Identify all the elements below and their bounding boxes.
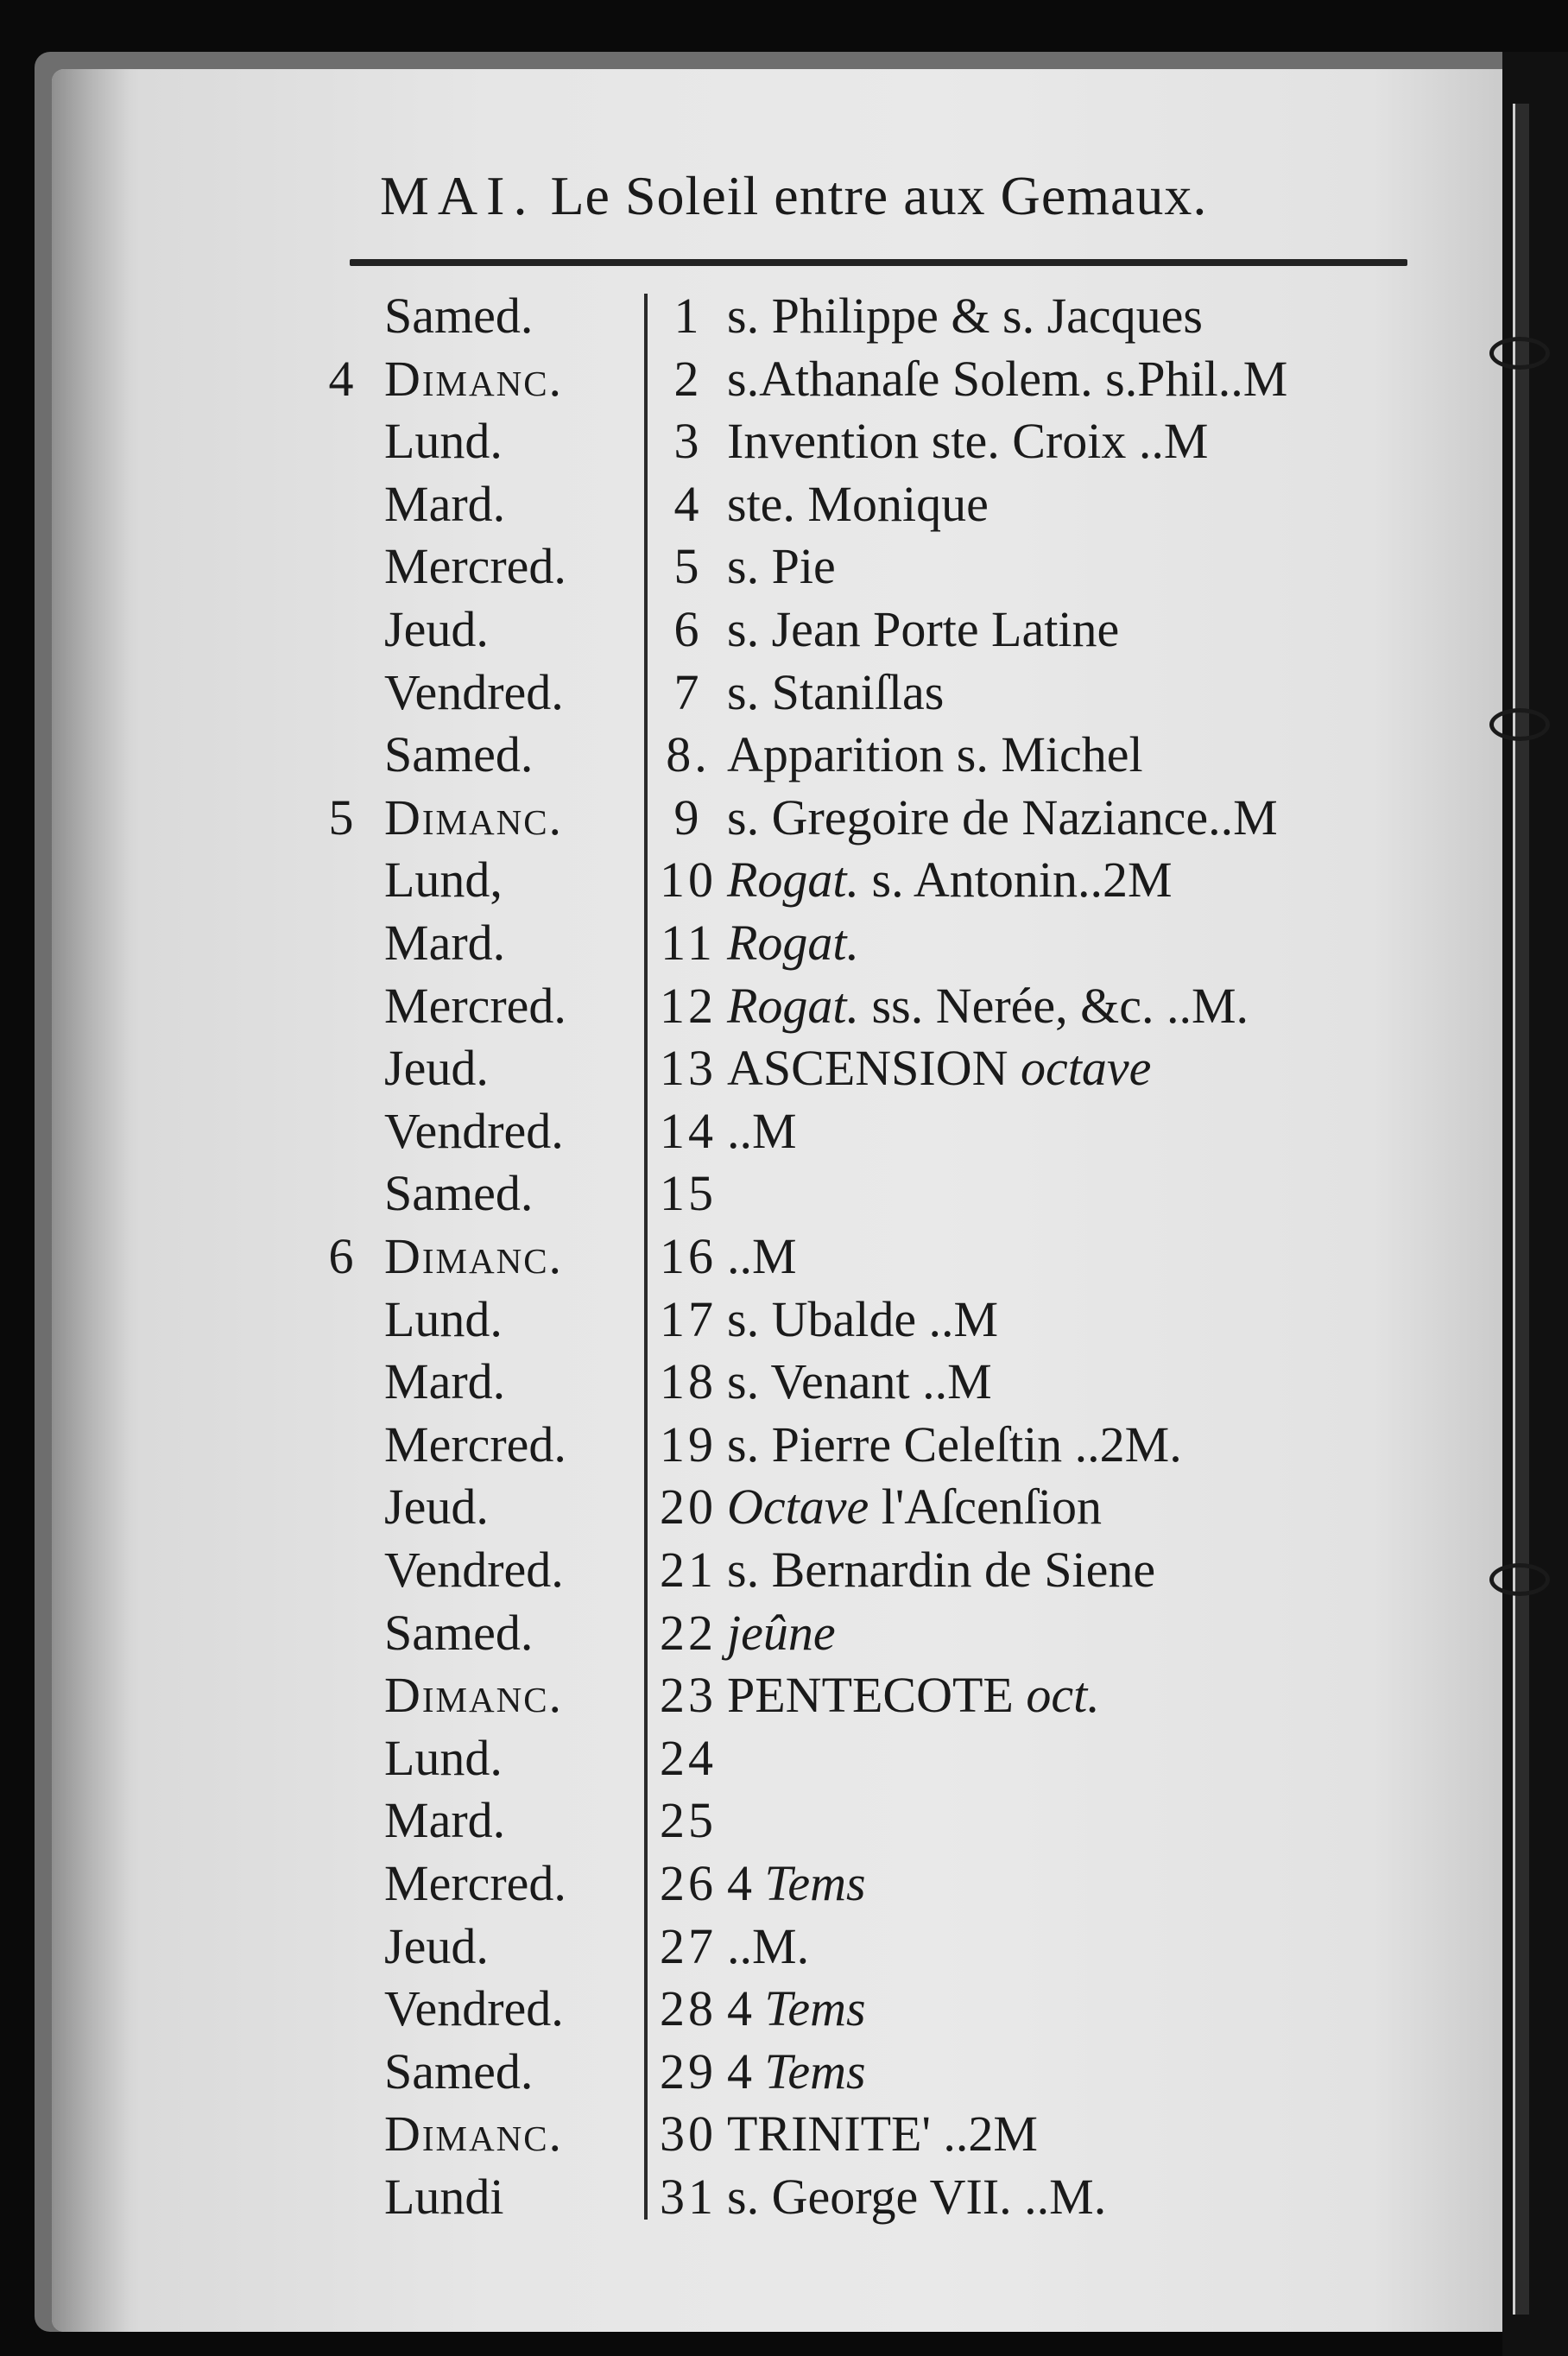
calendar-row xyxy=(0,1100,1568,1162)
date-number: 16 xyxy=(660,1228,717,1284)
feast-text: s. Pierre Celeſtin ..2M. xyxy=(727,1416,1182,1472)
date-number: 4 xyxy=(673,475,703,532)
calendar-row xyxy=(0,535,1568,598)
calendar-row xyxy=(0,849,1568,911)
feast-entry xyxy=(727,975,1418,1037)
feast-entry xyxy=(727,2041,1418,2103)
feast-entry xyxy=(727,1414,1418,1476)
week-number: 5 xyxy=(328,788,354,846)
calendar-row xyxy=(0,2103,1568,2165)
feast-entry xyxy=(727,473,1418,535)
feast-entry xyxy=(727,1916,1418,1978)
header-subtitle: Le Soleil entre aux Gemaux. xyxy=(550,165,1208,226)
feast-entry xyxy=(727,2103,1418,2165)
date-number: 18 xyxy=(660,1353,717,1410)
date-number: 21 xyxy=(660,1542,717,1598)
calendar-row xyxy=(0,2166,1568,2228)
calendar-row xyxy=(0,724,1568,786)
feast-text: s. Staniſlas xyxy=(727,663,945,720)
week-number: 4 xyxy=(328,350,354,407)
feast-italic-suffix: octave xyxy=(1021,1040,1152,1097)
date-number: 29 xyxy=(660,2042,717,2100)
calendar-row xyxy=(0,348,1568,410)
feast-text: 4 xyxy=(727,1980,752,2037)
feast-entry xyxy=(727,1664,1418,1726)
header-rule xyxy=(350,259,1407,266)
date-number: 20 xyxy=(660,1479,717,1536)
feast-text: s. Pie xyxy=(727,538,836,595)
weekday-label: Jeud. xyxy=(384,601,489,657)
calendar-row xyxy=(0,410,1568,472)
calendar-row xyxy=(0,1351,1568,1413)
weekday-label: Lund, xyxy=(384,852,503,909)
feast-text: ..M. xyxy=(727,1917,810,1974)
calendar-row xyxy=(0,1916,1568,1978)
feast-entry xyxy=(727,598,1418,661)
calendar-row xyxy=(0,787,1568,849)
feast-entry xyxy=(727,1476,1418,1538)
weekday-label: Mercred. xyxy=(384,538,566,595)
weekday-label: Mercred. xyxy=(384,1855,566,1911)
calendar-row xyxy=(0,1539,1568,1601)
calendar-row xyxy=(0,912,1568,974)
weekday-label: Dimanc. xyxy=(384,788,564,846)
date-number: 15 xyxy=(660,1165,717,1222)
weekday-label: Lundi xyxy=(384,2169,504,2225)
week-number: 6 xyxy=(328,1228,354,1284)
date-number: 7 xyxy=(673,663,703,720)
date-number: 31 xyxy=(660,2169,717,2225)
feast-italic-suffix: Tems xyxy=(764,2042,866,2100)
date-number: 23 xyxy=(660,1667,717,1724)
feast-text: 4 xyxy=(727,2042,752,2100)
feast-text: l'Aſcenſion xyxy=(881,1479,1103,1536)
feast-entry xyxy=(727,285,1418,347)
calendar-row xyxy=(0,1414,1568,1476)
feast-entry xyxy=(727,1100,1418,1162)
weekday-label: Lund. xyxy=(384,413,503,470)
date-number: 27 xyxy=(660,1917,717,1974)
calendar-row xyxy=(0,975,1568,1037)
feast-italic-text: Rogat. xyxy=(727,852,860,909)
weekday-label: Samed. xyxy=(384,1165,534,1222)
feast-entry xyxy=(727,1351,1418,1413)
feast-italic-suffix: Tems xyxy=(764,1980,866,2037)
feast-italic-suffix: Tems xyxy=(764,1855,866,1911)
feast-text: s. Bernardin de Siene xyxy=(727,1542,1156,1598)
feast-entry xyxy=(727,1852,1418,1915)
calendar-row xyxy=(0,1727,1568,1789)
feast-text: ASCENSION xyxy=(727,1040,1008,1097)
date-number: 26 xyxy=(660,1855,717,1911)
weekday-label: Vendred. xyxy=(384,1102,564,1159)
date-number: 5 xyxy=(673,538,703,595)
calendar-row xyxy=(0,1289,1568,1351)
calendar-row xyxy=(0,1852,1568,1915)
feast-entry xyxy=(727,1289,1418,1351)
feast-entry xyxy=(727,662,1418,724)
weekday-label: Mard. xyxy=(384,1353,506,1410)
calendar-row xyxy=(0,1789,1568,1852)
calendar-row xyxy=(0,1664,1568,1726)
feast-text: s. Gregoire de Naziance..M xyxy=(727,788,1278,846)
feast-text: s. Jean Porte Latine xyxy=(727,601,1120,657)
feast-text: s. Philippe & s. Jacques xyxy=(727,288,1203,344)
feast-italic-text: jeûne xyxy=(727,1604,836,1661)
feast-entry xyxy=(727,1226,1418,1288)
calendar-row xyxy=(0,1476,1568,1538)
page-header xyxy=(380,164,1390,242)
feast-text: ..M xyxy=(727,1102,797,1159)
weekday-label: Mercred. xyxy=(384,977,566,1034)
feast-italic-text: Octave xyxy=(727,1479,869,1536)
weekday-label: Samed. xyxy=(384,288,534,344)
date-number: 17 xyxy=(660,1290,717,1347)
calendar-row xyxy=(0,2041,1568,2103)
date-number: 10 xyxy=(660,852,717,909)
feast-text: s. Antonin..2M xyxy=(871,852,1173,909)
weekday-label: Mard. xyxy=(384,475,506,532)
date-number: 3 xyxy=(673,413,703,470)
date-number: 30 xyxy=(660,2106,717,2163)
feast-entry xyxy=(727,912,1418,974)
calendar-row xyxy=(0,1226,1568,1288)
date-number: 8. xyxy=(666,726,711,783)
date-number: 13 xyxy=(660,1040,717,1097)
date-number: 9 xyxy=(673,788,703,846)
date-number: 19 xyxy=(660,1416,717,1472)
date-number: 12 xyxy=(660,977,717,1034)
date-number: 1 xyxy=(673,288,703,344)
feast-entry xyxy=(727,1602,1418,1664)
feast-entry xyxy=(727,849,1418,911)
weekday-label: Vendred. xyxy=(384,1542,564,1598)
calendar-row xyxy=(0,473,1568,535)
weekday-label: Mard. xyxy=(384,1792,506,1849)
date-number: 14 xyxy=(660,1102,717,1159)
feast-entry xyxy=(727,724,1418,786)
date-number: 28 xyxy=(660,1980,717,2037)
feast-text: s.Athanaſe Solem. s.Phil..M xyxy=(727,350,1288,407)
calendar-row xyxy=(0,285,1568,347)
feast-text: ss. Nerée, &c. ..M. xyxy=(871,977,1249,1034)
weekday-label: Mercred. xyxy=(384,1416,566,1472)
feast-entry xyxy=(727,1539,1418,1601)
feast-entry xyxy=(727,348,1418,410)
feast-entry xyxy=(727,535,1418,598)
feast-text: Apparition s. Michel xyxy=(727,726,1143,783)
weekday-label: Dimanc. xyxy=(384,1228,564,1284)
weekday-label: Jeud. xyxy=(384,1040,489,1097)
feast-entry xyxy=(727,1037,1418,1099)
feast-text: PENTECOTE xyxy=(727,1667,1014,1724)
feast-entry xyxy=(727,2166,1418,2228)
weekday-label: Samed. xyxy=(384,2042,534,2100)
feast-entry xyxy=(727,1978,1418,2040)
feast-text: 4 xyxy=(727,1855,752,1911)
calendar-row xyxy=(0,1162,1568,1225)
weekday-label: Samed. xyxy=(384,726,534,783)
weekday-label: Vendred. xyxy=(384,663,564,720)
weekday-label: Dimanc. xyxy=(384,2106,564,2163)
calendar-row xyxy=(0,1037,1568,1099)
date-number: 6 xyxy=(673,601,703,657)
date-number: 25 xyxy=(660,1792,717,1849)
feast-text: ste. Monique xyxy=(727,475,989,532)
calendar-row xyxy=(0,1978,1568,2040)
weekday-label: Lund. xyxy=(384,1290,503,1347)
date-number: 24 xyxy=(660,1729,717,1786)
calendar-row xyxy=(0,662,1568,724)
weekday-label: Dimanc. xyxy=(384,1667,564,1724)
feast-italic-text: Rogat. xyxy=(727,915,860,971)
weekday-label: Vendred. xyxy=(384,1980,564,2037)
feast-entry xyxy=(727,787,1418,849)
weekday-label: Samed. xyxy=(384,1604,534,1661)
date-number: 11 xyxy=(661,915,716,971)
feast-entry xyxy=(727,410,1418,472)
calendar-row xyxy=(0,598,1568,661)
feast-text: s. Venant ..M xyxy=(727,1353,992,1410)
weekday-label: Jeud. xyxy=(384,1479,489,1536)
feast-italic-suffix: oct. xyxy=(1026,1667,1100,1724)
feast-text: TRINITE' ..2M xyxy=(727,2106,1039,2163)
feast-text: s. Ubalde ..M xyxy=(727,1290,999,1347)
weekday-label: Dimanc. xyxy=(384,350,564,407)
date-number: 22 xyxy=(660,1604,717,1661)
weekday-label: Jeud. xyxy=(384,1917,489,1974)
feast-text: s. George VII. ..M. xyxy=(727,2169,1107,2225)
weekday-label: Lund. xyxy=(384,1729,503,1786)
feast-text: Invention ste. Croix ..M xyxy=(727,413,1209,470)
feast-italic-text: Rogat. xyxy=(727,977,860,1034)
date-number: 2 xyxy=(673,350,703,407)
calendar-row xyxy=(0,1602,1568,1664)
weekday-label: Mard. xyxy=(384,915,506,971)
month-title: MAI. xyxy=(380,165,536,226)
feast-text: ..M xyxy=(727,1228,797,1284)
